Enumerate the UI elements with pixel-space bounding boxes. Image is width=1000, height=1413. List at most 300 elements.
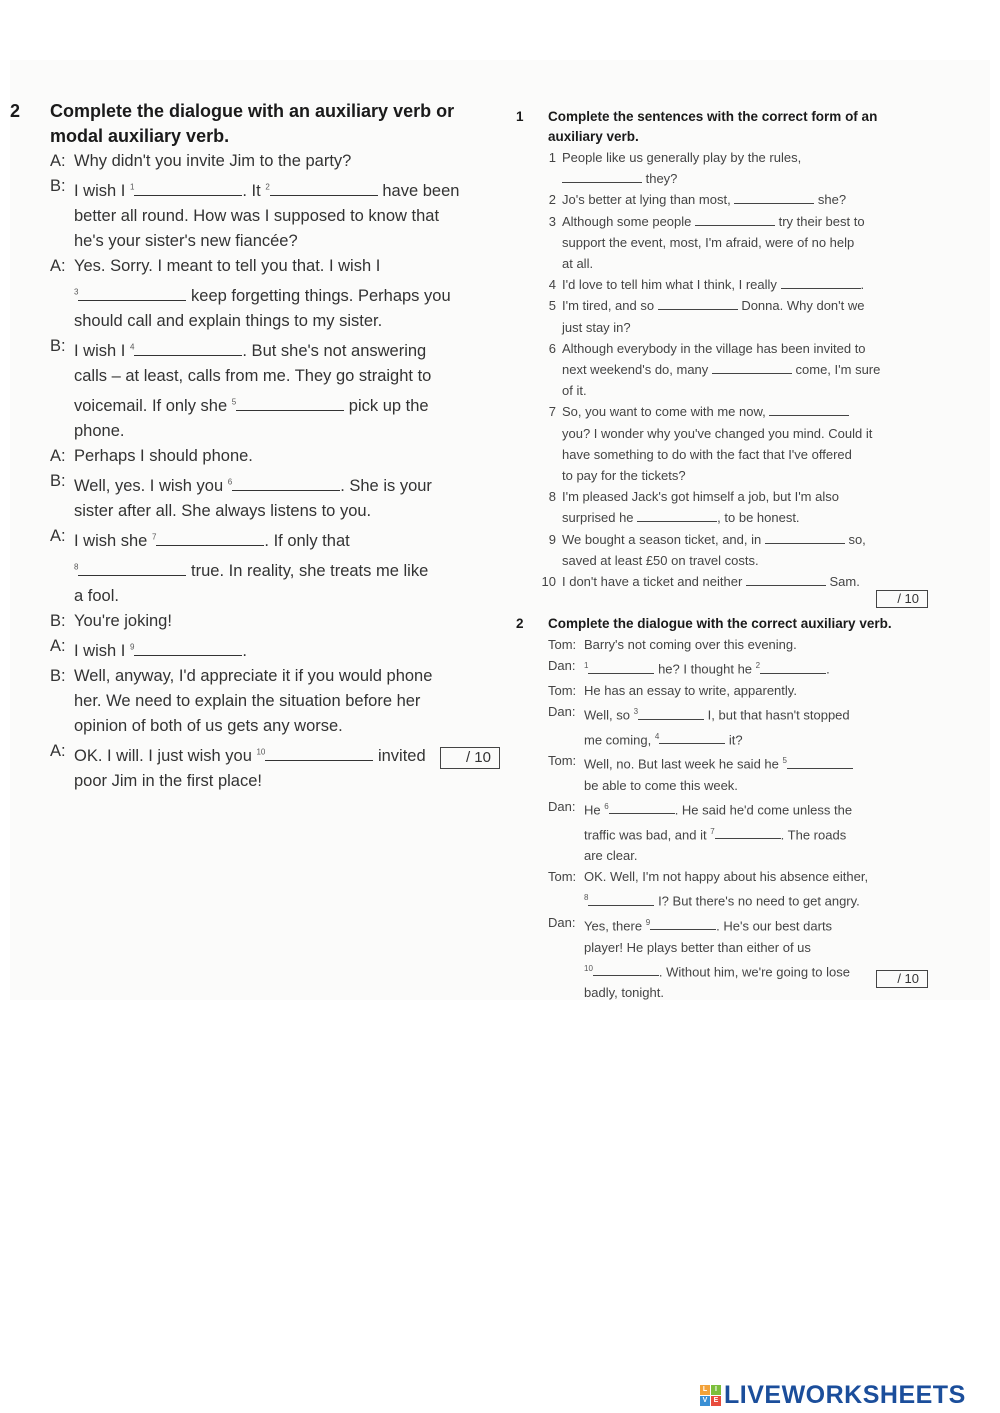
answer-blank[interactable] (134, 181, 242, 196)
dialogue-line (532, 937, 932, 958)
sentence-number (532, 380, 562, 401)
line-text: We bought a season ticket, and, in (562, 531, 765, 547)
dialogue-line (532, 887, 932, 912)
sentence-line (532, 444, 932, 465)
dialogue-line (30, 444, 510, 469)
dialogue-text (582, 796, 932, 821)
speaker-label (30, 419, 74, 444)
speaker-label (30, 584, 74, 609)
blank-number: 8 (74, 562, 79, 572)
speaker-label (532, 958, 582, 983)
dialogue-line (532, 634, 932, 655)
dialogue-text (74, 334, 510, 364)
dialogue-line (30, 664, 510, 689)
sentence-line (532, 295, 932, 316)
sentence-number (532, 444, 562, 465)
sentence-line (532, 529, 932, 550)
speaker-label: A: (50, 152, 66, 170)
dialogue-line (30, 554, 510, 584)
sentence-number (532, 423, 562, 444)
sentence-line (532, 211, 932, 232)
dialogue-line (30, 364, 510, 389)
answer-blank[interactable] (134, 641, 242, 656)
sentence-text (562, 189, 932, 210)
dialogue-parts (74, 477, 432, 495)
blank-number: 9 (645, 918, 651, 927)
dialogue-text: poor Jim in the first place! (74, 772, 262, 791)
blank-number: 7 (151, 532, 157, 542)
speaker-label (30, 714, 74, 739)
logo-text: LIVEWORKSHEETS (724, 1380, 966, 1409)
right-exercises (516, 107, 932, 1003)
sentence-line (532, 423, 932, 444)
sentence-line (532, 550, 932, 571)
blank-number: 6 (227, 477, 233, 487)
line-text: are clear. (584, 848, 638, 864)
blank-number: 5 (782, 756, 787, 766)
dialogue-text (582, 634, 932, 655)
sentence-text (562, 359, 932, 380)
answer-blank[interactable] (712, 362, 792, 374)
speaker-label: B: (50, 177, 66, 196)
speaker-label (532, 982, 582, 1003)
dialogue-line (30, 469, 510, 499)
speaker-label (532, 845, 582, 866)
speaker-label (532, 726, 582, 751)
sentence-number: 1 (548, 150, 556, 165)
right-exercise-1-score-box: / 10 (876, 590, 928, 608)
sentence-text (562, 317, 932, 338)
line-text: He has an essay to write, apparently. (584, 683, 797, 698)
left-exercise-number: 2 (10, 101, 21, 121)
sentence-text (562, 401, 932, 422)
speaker-label (30, 499, 74, 524)
line-text: have been (377, 181, 460, 200)
line-text: traffic was bad, and it (584, 826, 711, 842)
answer-blank[interactable] (78, 286, 186, 301)
line-text: voicemail. If only she (74, 396, 232, 415)
dialogue-text: he's your sister's new fiancée? (74, 232, 298, 251)
line-text: . (826, 661, 830, 677)
sentence-number (532, 550, 562, 571)
line-text: invited (373, 746, 426, 765)
sentence-line (532, 338, 932, 359)
line-text: OK. I will. I just wish you (74, 746, 257, 765)
line-text: so, (844, 531, 866, 547)
speaker-label: Tom: (548, 683, 577, 698)
dialogue-line (30, 389, 510, 419)
sentence-text (562, 168, 932, 189)
dialogue-text (74, 469, 510, 499)
line-text: He (584, 802, 605, 818)
dialogue-text: better all round. How was I supposed to know that (74, 206, 440, 225)
line-text: I'm tired, and so (562, 298, 658, 314)
blank-number: 8 (584, 893, 589, 903)
blank-number: 4 (129, 342, 135, 352)
line-text: he? I thought he (654, 661, 756, 677)
sentence-text (562, 486, 932, 507)
answer-blank[interactable] (638, 708, 704, 720)
answer-blank[interactable] (695, 214, 775, 226)
dialogue-line (30, 689, 510, 714)
blank-number: 6 (604, 802, 609, 811)
line-text: support the event, most, I'm afraid, were of no help (562, 234, 855, 250)
answer-blank[interactable] (787, 757, 853, 769)
line-text: Well, so (584, 707, 634, 723)
speaker-label (532, 887, 582, 912)
dialogue-text (582, 912, 932, 937)
sentence-number: 4 (548, 277, 556, 293)
speaker-label (30, 389, 74, 419)
line-text: of it. (562, 383, 587, 399)
line-text: . (860, 277, 865, 293)
line-text: I don't have a ticket and neither (562, 574, 746, 590)
dialogue-text (582, 821, 932, 846)
answer-blank[interactable] (232, 476, 340, 491)
line-text: it? (725, 732, 743, 748)
answer-blank[interactable] (734, 192, 814, 204)
dialogue-line (532, 821, 932, 846)
dialogue-parts (74, 287, 451, 305)
sentence-text (562, 295, 932, 316)
sentence-text (562, 550, 932, 571)
line-text: . She is your (340, 476, 432, 495)
sentence-number: 3 (548, 213, 556, 229)
sentence-number (532, 359, 562, 380)
sentence-text (562, 253, 932, 274)
line-text: Barry's not coming over this evening. (584, 637, 797, 653)
dialogue-text (582, 701, 932, 726)
sentence-text (562, 147, 932, 168)
line-text: I'd love to tell him what I think, I really (562, 277, 781, 293)
line-text: . But she's not answering (242, 341, 427, 360)
line-text: Although everybody in the village has been invited to (562, 340, 866, 356)
speaker-label (30, 554, 74, 584)
dialogue-line (30, 254, 510, 279)
dialogue-line (532, 982, 932, 1003)
sentence-line (532, 253, 932, 274)
sentence-line (532, 147, 932, 168)
sentence-text (562, 444, 932, 465)
sentence-number: 2 (548, 192, 556, 208)
blank-number: 3 (633, 707, 639, 717)
line-text: I wish I (74, 641, 130, 660)
line-text: I wish I (74, 181, 130, 200)
answer-blank[interactable] (781, 277, 861, 289)
left-exercise (10, 99, 510, 794)
line-text: me coming, (584, 732, 655, 748)
answer-blank[interactable] (746, 574, 826, 586)
answer-blank[interactable] (765, 532, 845, 544)
answer-blank[interactable] (637, 510, 717, 522)
dialogue-line (30, 714, 510, 739)
dialogue-line (30, 419, 510, 444)
answer-blank[interactable] (588, 662, 654, 674)
sentence-line (532, 486, 932, 507)
dialogue-text (74, 634, 510, 664)
dialogue-line (532, 845, 932, 866)
speaker-label: Dan: (548, 658, 576, 674)
liveworksheets-logo[interactable] (700, 1380, 966, 1410)
sentence-number (532, 507, 562, 528)
right-exercise-1-number: 1 (516, 109, 524, 124)
sentence-number (532, 317, 562, 338)
answer-blank[interactable] (760, 662, 826, 674)
dialogue-line (30, 280, 510, 310)
dialogue-text: You're joking! (74, 611, 172, 630)
line-text: I, but that hasn't stopped (704, 707, 850, 723)
dialogue-text: Perhaps I should phone. (74, 447, 253, 466)
right-exercise-2-title (516, 614, 932, 634)
speaker-label: Dan: (548, 799, 576, 814)
left-dialogue (30, 149, 510, 794)
answer-blank[interactable] (134, 341, 242, 356)
sentence-number (532, 465, 562, 486)
line-text: have something to do with the fact that I've offered (562, 446, 852, 462)
sentence-line (532, 359, 932, 380)
dialogue-line (30, 499, 510, 524)
blank-number: 10 (256, 747, 266, 757)
sentence-line (532, 189, 932, 210)
sentence-number (532, 232, 562, 253)
dialogue-text (74, 174, 510, 204)
dialogue-text (74, 524, 510, 554)
sentence-number (532, 253, 562, 274)
dialogue-line (532, 655, 932, 680)
dialogue-line (30, 609, 510, 634)
blank-number: 10 (584, 963, 593, 973)
sentence-line (532, 274, 932, 295)
dialogue-line (532, 912, 932, 937)
left-exercise-title (10, 99, 510, 149)
answer-blank[interactable] (593, 964, 659, 976)
answer-blank[interactable] (769, 404, 849, 416)
line-text: . Without him, we're going to lose (658, 964, 850, 980)
answer-blank[interactable] (658, 298, 738, 310)
sentence-text (562, 232, 932, 253)
sentence-number: 8 (548, 489, 556, 505)
line-text: . He said he'd come unless the (674, 802, 853, 818)
line-text: I'm pleased Jack's got himself a job, but I'm also (562, 489, 839, 505)
sentence-line (532, 317, 932, 338)
answer-blank[interactable] (265, 746, 373, 761)
dialogue-line (30, 524, 510, 554)
dialogue-line (532, 750, 932, 775)
line-text: I? But there's no need to get angry. (654, 893, 860, 909)
dialogue-parts (74, 182, 459, 200)
line-text: you? I wonder why you've changed you mind. Could it (562, 425, 873, 441)
speaker-label: B: (50, 472, 66, 491)
line-text: So, you want to come with me now, (562, 404, 770, 420)
sentence-text (562, 507, 932, 528)
speaker-label: A: (50, 447, 66, 466)
logo-mark-letter: V (700, 1396, 710, 1406)
answer-blank[interactable] (78, 561, 186, 576)
speaker-label (30, 229, 74, 254)
sentence-number (532, 168, 562, 189)
speaker-label (532, 937, 582, 958)
dialogue-text: Well, anyway, I'd appreciate it if you would phone (74, 666, 433, 685)
line-text: Jo's better at lying than most, (562, 192, 735, 208)
line-text: . He's our best darts (716, 918, 833, 934)
line-text: . If only that (264, 531, 350, 550)
answer-blank[interactable] (156, 531, 264, 546)
dialogue-line (30, 334, 510, 364)
speaker-label (30, 204, 74, 229)
sentence-number: 6 (548, 340, 556, 356)
blank-number: 2 (755, 661, 761, 671)
dialogue-text: calls – at least, calls from me. They go straight to (74, 367, 432, 386)
line-text: saved at least £50 on travel costs. (562, 552, 759, 568)
speaker-label: A: (50, 637, 66, 656)
dialogue-parts (74, 747, 426, 765)
answer-blank[interactable] (715, 827, 781, 839)
speaker-label (532, 821, 582, 846)
dialogue-line (30, 584, 510, 609)
line-text: OK. Well, I'm not happy about his absence either, (584, 869, 869, 885)
speaker-label: B: (50, 611, 66, 630)
dialogue-parts (74, 397, 429, 415)
dialogue-text (582, 866, 932, 887)
sentence-number: 9 (548, 531, 556, 547)
left-score-box: / 10 (440, 747, 500, 769)
answer-blank[interactable] (609, 802, 675, 814)
dialogue-text: her. We need to explain the situation before her (74, 692, 421, 711)
dialogue-line (30, 769, 510, 794)
speaker-label: Tom: (548, 753, 577, 769)
dialogue-text: opinion of both of us gets any worse. (74, 717, 343, 736)
speaker-label: A: (50, 742, 66, 761)
line-text: be able to come this week. (584, 777, 738, 793)
dialogue-text (582, 680, 932, 701)
answer-blank[interactable] (588, 894, 654, 906)
answer-blank[interactable] (270, 181, 378, 196)
dialogue-text (74, 280, 510, 310)
line-text: Donna. Why don't we (737, 298, 865, 314)
right-exercise-1-sentences (532, 147, 932, 592)
sentence-text (562, 274, 932, 295)
line-text: Yes, there (584, 918, 646, 934)
sentence-text (562, 529, 932, 550)
dialogue-text: should call and explain things to my sister. (74, 312, 383, 331)
answer-blank[interactable] (650, 918, 716, 930)
dialogue-text (582, 655, 932, 680)
dialogue-text: Why didn't you invite Jim to the party? (74, 152, 352, 170)
dialogue-parts (74, 642, 247, 660)
right-exercise-2-score-box: / 10 (876, 970, 928, 988)
speaker-label: Dan: (548, 915, 576, 930)
sentence-line (532, 507, 932, 528)
blank-number: 1 (129, 182, 135, 192)
sentence-line (532, 465, 932, 486)
answer-blank[interactable] (236, 396, 344, 411)
dialogue-line (532, 958, 932, 983)
line-text: try their best to (774, 213, 865, 229)
line-text: just stay in? (562, 319, 631, 335)
sentence-line (532, 571, 932, 592)
sentence-text (562, 211, 932, 232)
line-text: I wish I (74, 341, 130, 360)
speaker-label (532, 775, 582, 796)
speaker-label: A: (50, 257, 66, 276)
left-exercise-instruction: Complete the dialogue with an auxiliary verb or modal auxiliary verb. (50, 101, 455, 146)
line-text: . (242, 641, 247, 660)
line-text: at all. (562, 256, 594, 272)
dialogue-text (74, 389, 510, 419)
speaker-label: B: (50, 666, 66, 685)
logo-mark-letter: E (711, 1396, 721, 1406)
line-text: I wish she (74, 531, 152, 550)
dialogue-parts (74, 342, 426, 360)
dialogue-text (582, 775, 932, 796)
dialogue-line (532, 775, 932, 796)
blank-number: 5 (231, 397, 237, 407)
dialogue-line (30, 174, 510, 204)
dialogue-line (30, 739, 510, 769)
sentence-line (532, 232, 932, 253)
logo-mark-letter: L (700, 1385, 710, 1395)
sentence-text (562, 465, 932, 486)
speaker-label (30, 309, 74, 334)
blank-number: 7 (710, 826, 715, 836)
blank-number: 9 (129, 642, 135, 652)
sentence-number: 7 (548, 404, 556, 420)
line-text: , to be honest. (717, 510, 800, 526)
dialogue-text (582, 887, 932, 912)
dialogue-text: sister after all. She always listens to you. (74, 502, 372, 521)
logo-mark-letter: I (711, 1385, 721, 1395)
speaker-label (30, 689, 74, 714)
dialogue-text (582, 845, 932, 866)
dialogue-text (582, 726, 932, 751)
logo-mark-icon (700, 1385, 721, 1406)
sentence-text (562, 338, 932, 359)
line-text: come, I'm sure (791, 362, 881, 378)
dialogue-line (532, 680, 932, 701)
speaker-label (30, 364, 74, 389)
right-exercise-2-dialogue (532, 634, 932, 1003)
line-text: surprised he (562, 510, 638, 526)
answer-blank[interactable] (659, 732, 725, 744)
dialogue-line (532, 701, 932, 726)
line-text: to pay for the tickets? (562, 468, 686, 484)
answer-blank[interactable] (562, 171, 642, 183)
dialogue-parts (74, 562, 428, 580)
dialogue-line (532, 726, 932, 751)
speaker-label: Tom: (548, 637, 577, 653)
dialogue-text (74, 554, 510, 584)
dialogue-parts (74, 532, 350, 550)
sentence-text (562, 380, 932, 401)
speaker-label: B: (50, 337, 66, 356)
dialogue-line (30, 634, 510, 664)
dialogue-line (30, 309, 510, 334)
blank-number: 3 (74, 287, 79, 297)
right-exercise-2-instruction: Complete the dialogue with the correct auxiliary verb. (548, 616, 892, 632)
speaker-label (30, 769, 74, 794)
blank-number: 1 (584, 661, 589, 671)
line-text: Although some people (562, 213, 695, 229)
speaker-label (30, 280, 74, 310)
dialogue-text: Yes. Sorry. I meant to tell you that. I wish I (74, 257, 381, 276)
dialogue-text: a fool. (74, 586, 119, 605)
speaker-label: Tom: (548, 869, 577, 885)
speaker-label: A: (50, 527, 66, 546)
line-text: badly, tonight. (584, 985, 664, 1001)
dialogue-line (30, 204, 510, 229)
line-text: keep forgetting things. Perhaps you (186, 287, 451, 306)
line-text: pick up the (344, 396, 429, 415)
